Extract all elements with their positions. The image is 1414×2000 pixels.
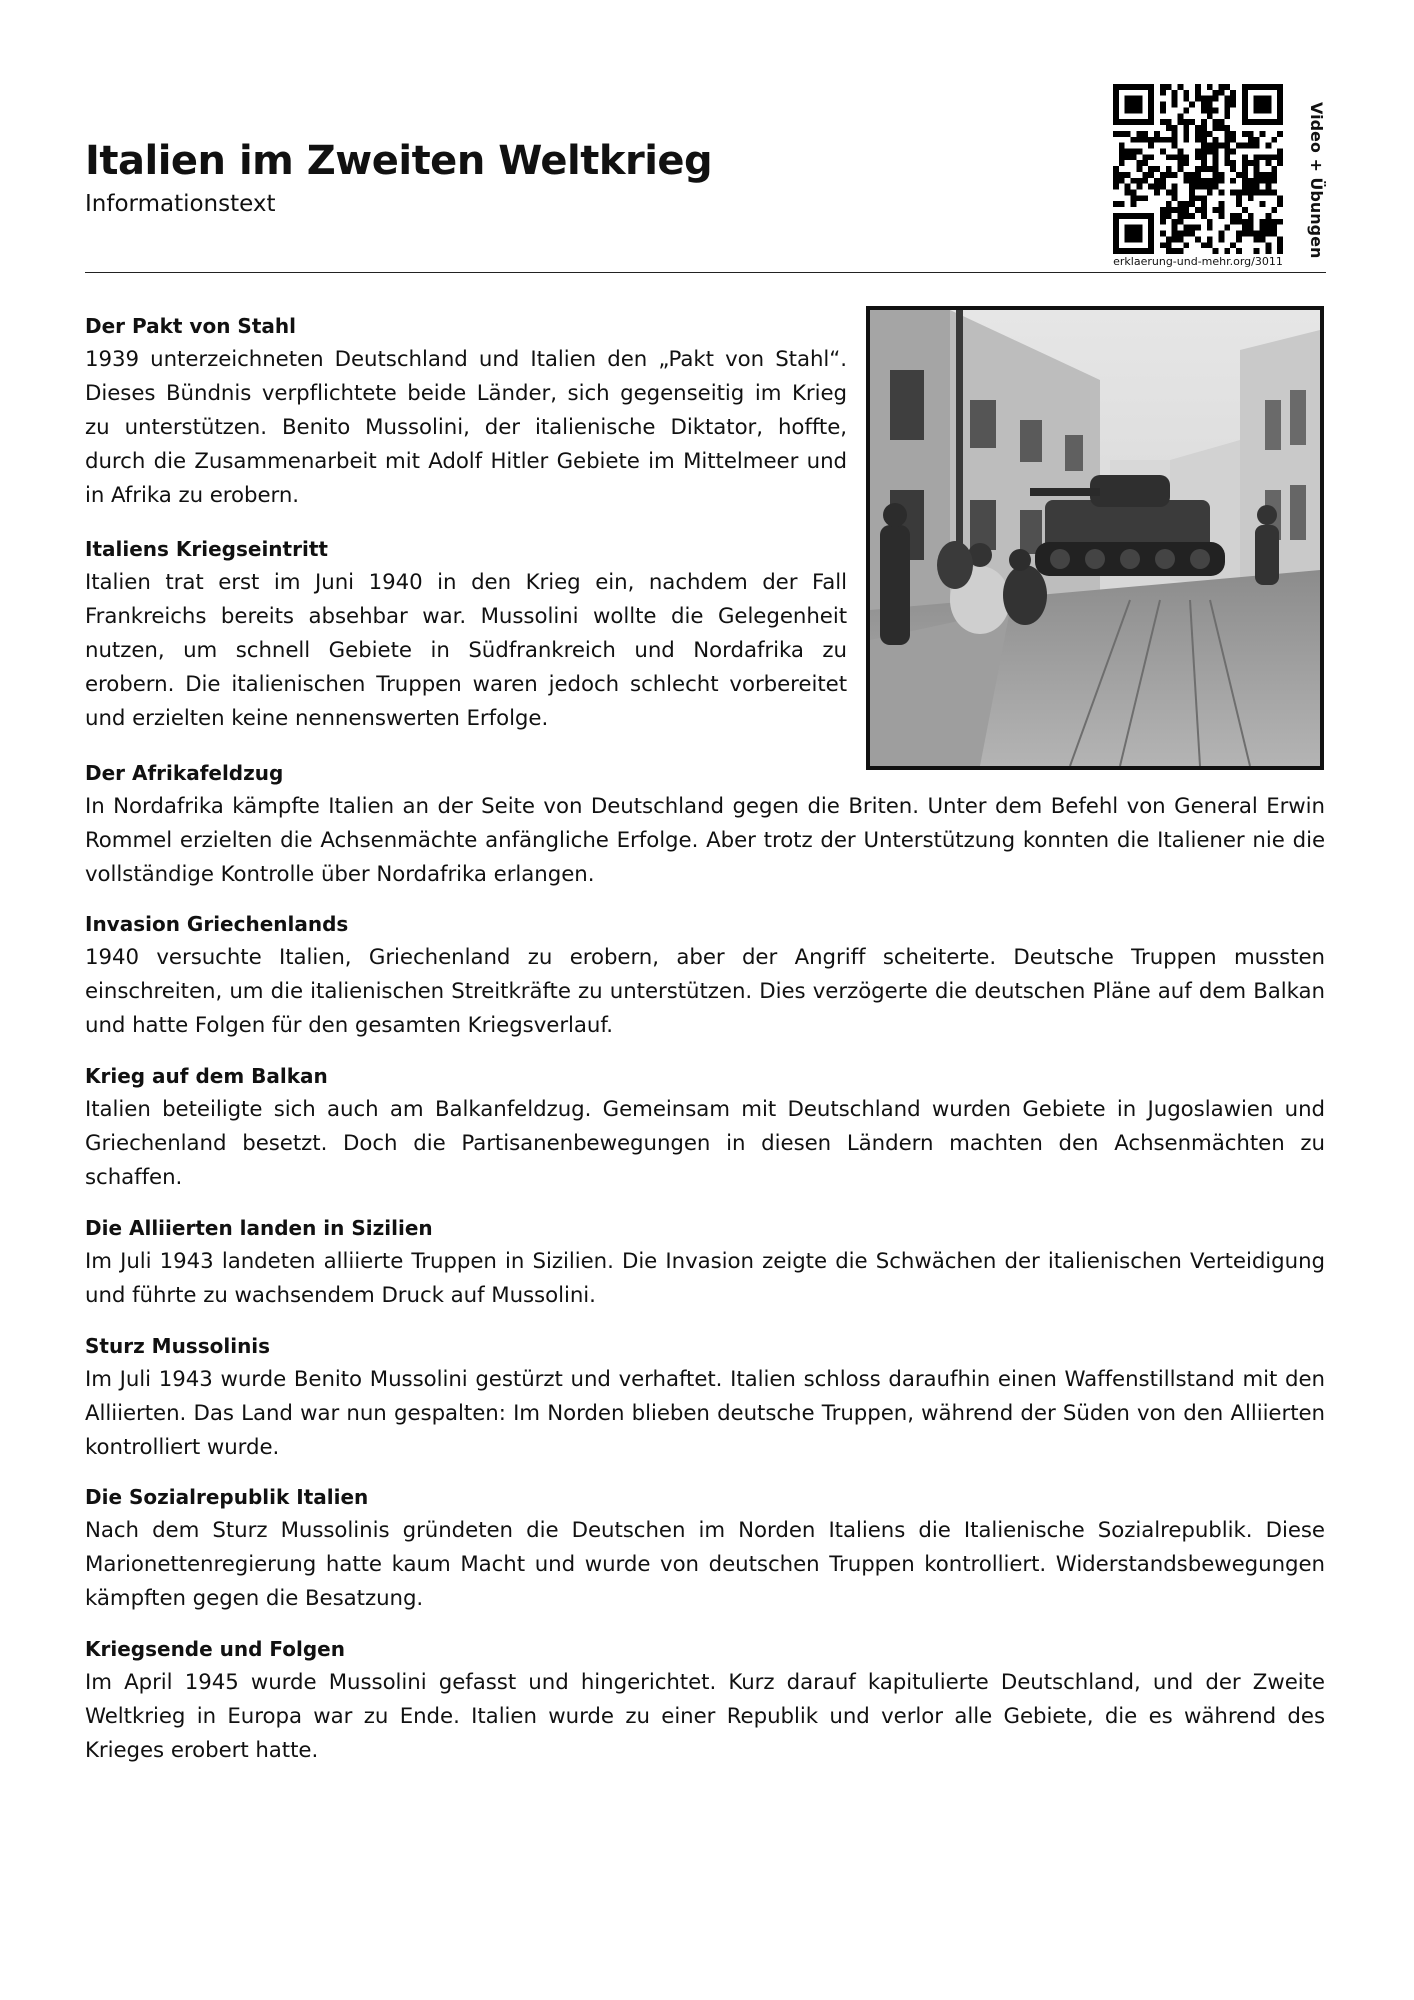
qr-code-icon[interactable]	[1113, 84, 1283, 254]
section-heading: Invasion Griechenlands	[85, 912, 349, 936]
qr-code-block[interactable]	[1113, 84, 1283, 268]
section-heading: Die Alliierten landen in Sizilien	[85, 1216, 433, 1240]
page-subtitle: Informationstext	[85, 191, 276, 217]
section-text: 1939 unterzeichneten Deutschland und Italien den „Pakt von Stahl“. Dieses Bündnis verpflichtete beide Länder, sich gegenseitig im Krieg zu unterstützen. Benito Mussolini, der italienische Diktator, hoffte, durch die Zusammenarbeit mit Adolf Hitler Gebiete im Mittelmeer und in Afrika zu erobern.	[85, 347, 847, 508]
tank-street-photo-icon	[870, 310, 1320, 766]
section-text: In Nordafrika kämpfte Italien an der Seite von Deutschland gegen die Briten. Unter dem Befehl von General Erwin Rommel erzielten die Achsenmächte anfängliche Erfolge. Aber trotz der Unterstützung konnten die Italiener nie die vollständige Kontrolle über Nordafrika erlangen.	[85, 794, 1325, 887]
section-sturz-mussolinis	[85, 1329, 1325, 1465]
section-heading: Der Afrikafeldzug	[85, 761, 284, 785]
qr-url-caption: erklaerung-und-mehr.org/3011	[1113, 255, 1283, 268]
section-pakt-von-stahl	[85, 309, 847, 513]
section-krieg-balkan	[85, 1059, 1325, 1195]
video-exercises-label: Video + Übungen	[1307, 102, 1326, 259]
section-kriegseintritt	[85, 532, 847, 736]
section-text: Nach dem Sturz Mussolinis gründeten die Deutschen im Norden Italiens die Italienische Sozialrepublik. Diese Marionettenregierung hatte kaum Macht und wurde von deutschen Truppen kontrolliert. Widerstandsbewegungen kämpften gegen die Besatzung.	[85, 1518, 1325, 1611]
section-heading: Sturz Mussolinis	[85, 1334, 271, 1358]
section-sozialrepublik	[85, 1480, 1325, 1616]
section-kriegsende	[85, 1632, 1325, 1768]
section-heading: Kriegsende und Folgen	[85, 1637, 345, 1661]
section-text: Italien beteiligte sich auch am Balkanfeldzug. Gemeinsam mit Deutschland wurden Gebiete in Jugoslawien und Griechenland besetzt. Doch die Partisanenbewegungen in diesen Ländern machten den Achsenmächten zu schaffen.	[85, 1097, 1325, 1190]
section-text: Im Juli 1943 wurde Benito Mussolini gestürzt und verhaftet. Italien schloss daraufhin einen Waffenstillstand mit den Alliierten. Das Land war nun gespalten: Im Norden blieben deutsche Truppen, während der Süden von den Alliierten kontrolliert wurde.	[85, 1367, 1325, 1460]
section-heading: Die Sozialrepublik Italien	[85, 1485, 369, 1509]
section-sizilien	[85, 1211, 1325, 1313]
section-text: Im Juli 1943 landeten alliierte Truppen in Sizilien. Die Invasion zeigte die Schwächen der italienischen Verteidigung und führte zu wachsendem Druck auf Mussolini.	[85, 1249, 1325, 1308]
section-text: 1940 versuchte Italien, Griechenland zu erobern, aber der Angriff scheiterte. Deutsche Truppen mussten einschreiten, um die italienischen Streitkräfte zu unterstützen. Dies verzögerte die deutschen Pläne auf dem Balkan und hatte Folgen für den gesamten Kriegsverlauf.	[85, 945, 1325, 1038]
section-heading: Der Pakt von Stahl	[85, 314, 296, 338]
section-invasion-griechenlands	[85, 907, 1325, 1043]
section-heading: Krieg auf dem Balkan	[85, 1064, 328, 1088]
section-heading: Italiens Kriegseintritt	[85, 537, 328, 561]
historical-photo	[866, 306, 1324, 770]
section-afrikafeldzug	[85, 756, 1325, 892]
header-divider	[85, 272, 1326, 273]
section-text: Im April 1945 wurde Mussolini gefasst und hingerichtet. Kurz darauf kapitulierte Deutschland, und der Zweite Weltkrieg in Europa war zu Ende. Italien wurde zu einer Republik und verlor alle Gebiete, die es während des Krieges erobert hatte.	[85, 1670, 1325, 1763]
section-text: Italien trat erst im Juni 1940 in den Krieg ein, nachdem der Fall Frankreichs bereits absehbar war. Mussolini wollte die Gelegenheit nutzen, um schnell Gebiete in Südfrankreich und Nordafrika zu erobern. Die italienischen Truppen waren jedoch schlecht vorbereitet und erzielten keine nennenswerten Erfolge.	[85, 570, 847, 731]
page-title: Italien im Zweiten Weltkrieg	[85, 138, 713, 184]
